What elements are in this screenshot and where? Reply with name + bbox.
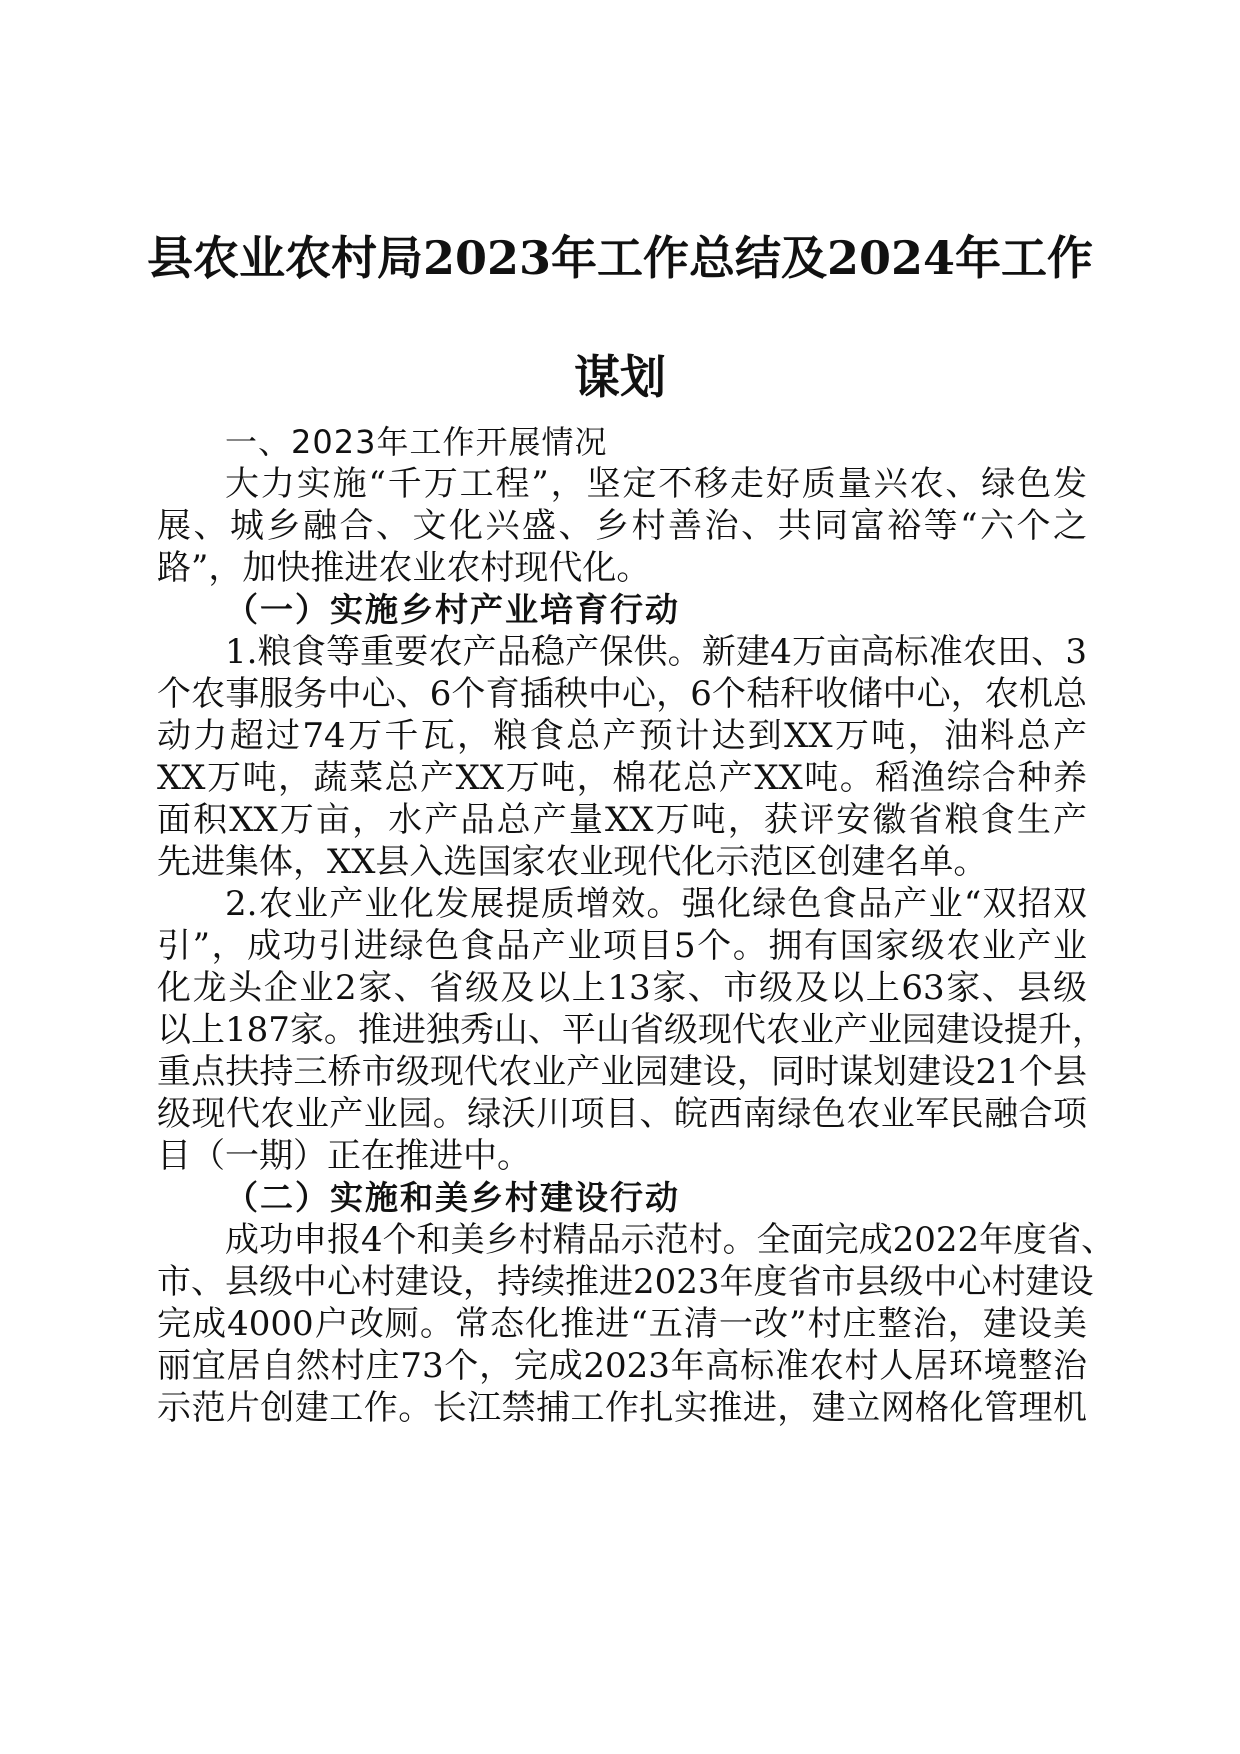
subsection-heading: （二）实施和美乡村建设行动 [225, 1178, 680, 1217]
paragraph-line: 路”，加快推进农业农村现代化。 [157, 548, 651, 588]
paragraph-line: 面积XX万亩，水产品总产量XX万吨，获评安徽省粮食生产 [157, 800, 1087, 840]
document-title-line-2: 谋划 [574, 350, 666, 404]
section-heading: 一、2023年工作开展情况 [225, 423, 608, 461]
paragraph-line: 重点扶持三桥市级现代农业产业园建设，同时谋划建设21个县 [157, 1052, 1087, 1092]
paragraph-line: 先进集体，XX县入选国家农业现代化示范区创建名单。 [157, 842, 988, 882]
document-title-line-1: 县农业农村局2023年工作总结及2024年工作 [146, 231, 1094, 285]
paragraph-line: 大力实施“千万工程”，坚定不移走好质量兴农、绿色发 [225, 464, 1087, 504]
paragraph-line: 个农事服务中心、6个育插秧中心，6个秸秆收储中心，农机总 [157, 674, 1087, 714]
paragraph-line: 丽宜居自然村庄73个，完成2023年高标准农村人居环境整治 [157, 1346, 1087, 1386]
paragraph-line: 动力超过74万千瓦，粮食总产预计达到XX万吨，油料总产 [157, 716, 1087, 756]
paragraph-line: 目（一期）正在推进中。 [157, 1136, 531, 1176]
paragraph-line: 化龙头企业2家、省级及以上13家、市级及以上63家、县级 [157, 968, 1087, 1008]
paragraph-line: 市、县级中心村建设，持续推进2023年度省市县级中心村建设 [157, 1262, 1094, 1302]
paragraph-line: 引”，成功引进绿色食品产业项目5个。拥有国家级农业产业 [157, 926, 1087, 966]
paragraph-line: 以上187家。推进独秀山、平山省级现代农业产业园建设提升， [157, 1010, 1106, 1050]
paragraph-line: 示范片创建工作。长江禁捕工作扎实推进，建立网格化管理机 [157, 1388, 1087, 1428]
paragraph-line: 2.农业产业化发展提质增效。强化绿色食品产业“双招双 [225, 884, 1087, 924]
paragraph-line: 成功申报4个和美乡村精品示范村。全面完成2022年度省、 [225, 1220, 1116, 1260]
paragraph-line: 展、城乡融合、文化兴盛、乡村善治、共同富裕等“六个之 [157, 506, 1087, 546]
paragraph-line: 级现代农业产业园。绿沃川项目、皖西南绿色农业军民融合项 [157, 1094, 1087, 1134]
subsection-heading: （一）实施乡村产业培育行动 [225, 590, 680, 629]
paragraph-line: 1.粮食等重要农产品稳产保供。新建4万亩高标准农田、3 [225, 632, 1087, 672]
paragraph-line: XX万吨，蔬菜总产XX万吨，棉花总产XX吨。稻渔综合种养 [157, 758, 1087, 798]
paragraph-line: 完成4000户改厕。常态化推进“五清一改”村庄整治，建设美 [157, 1304, 1087, 1344]
